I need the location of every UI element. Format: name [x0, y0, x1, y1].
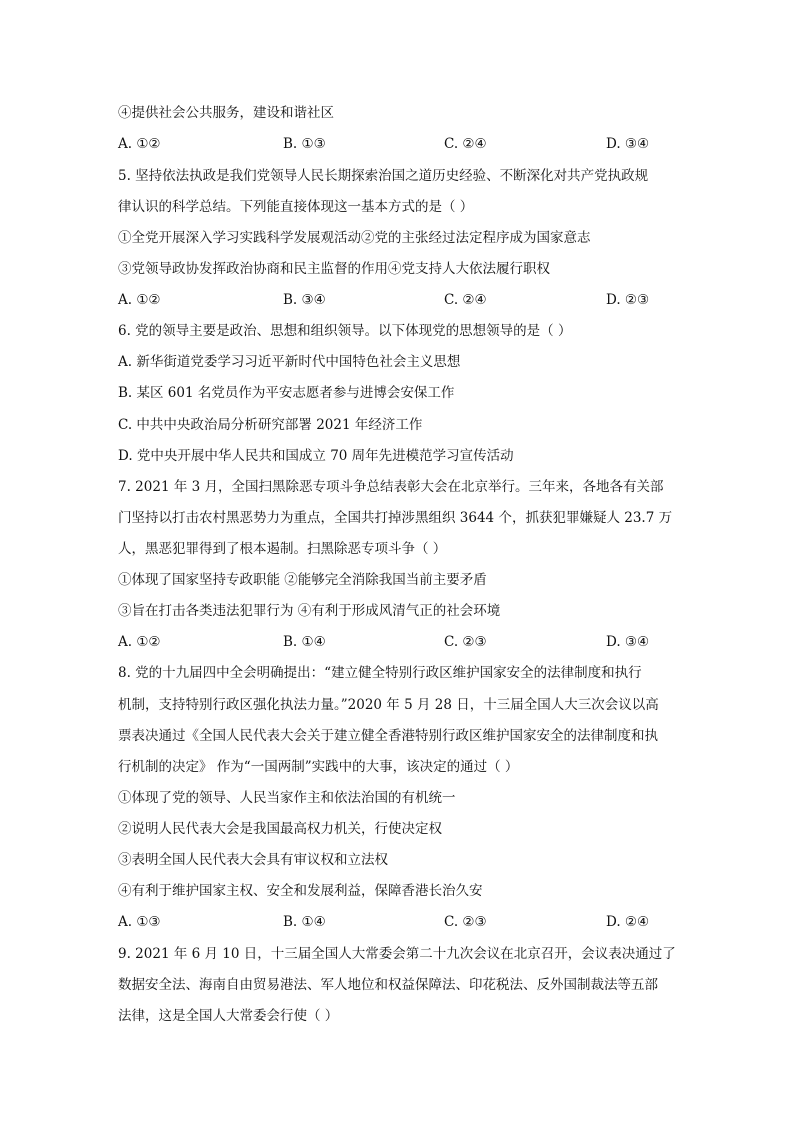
q7-stem-line-3: 人，黑恶犯罪得到了根本遏制。扫黑除恶专项斗争（ ）	[118, 541, 447, 557]
q6-choice-d: D. 党中央开展中华人民共和国成立 70 周年先进模范学习宣传活动	[118, 448, 514, 464]
q4-statement-4: ④提供社会公共服务，建设和谐社区	[118, 105, 334, 121]
q8-statement-1: ①体现了党的领导、人民当家作主和依法治国的有机统一	[118, 790, 456, 806]
q7-stem-line-1: 7. 2021 年 3 月，全国扫黑除恶专项斗争总结表彰大会在北京举行。三年来，各地各有关部	[118, 479, 664, 495]
q5-option-d: D. ②③	[606, 292, 650, 308]
q4-option-c: C. ②④	[444, 136, 487, 152]
q8-statement-4: ④有利于维护国家主权、安全和发展利益，保障香港长治久安	[118, 883, 483, 899]
q7-option-b: B. ①④	[283, 634, 326, 650]
q7-statement-line-1: ①体现了国家坚持专政职能 ②能够完全消除我国当前主要矛盾	[118, 572, 487, 588]
q9-stem-line-3: 法律，这是全国人大常委会行使（ ）	[118, 1008, 339, 1024]
q8-stem-line-3: 票表决通过《全国人民代表大会关于建立健全香港特别行政区维护国家安全的法律制度和执	[118, 728, 658, 744]
q8-statement-3: ③表明全国人民代表大会具有审议权和立法权	[118, 852, 388, 868]
q4-option-b: B. ①③	[283, 136, 326, 152]
q5-option-a: A. ①②	[118, 292, 161, 308]
q6-choice-b: B. 某区 601 名党员作为平安志愿者参与进博会安保工作	[118, 385, 455, 401]
q8-stem-line-4: 行机制的决定》 作为“一国两制”实践中的大事，该决定的通过（ ）	[118, 759, 519, 775]
q4-option-a: A. ①②	[118, 136, 161, 152]
q8-stem-line-1: 8. 党的十九届四中全会明确提出：“建立健全特别行政区维护国家安全的法律制度和执行	[118, 665, 642, 681]
q6-choice-a: A. 新华街道党委学习习近平新时代中国特色社会主义思想	[118, 354, 461, 370]
q9-stem-line-2: 数据安全法、海南自由贸易港法、军人地位和权益保障法、印花税法、反外国制裁法等五部	[118, 977, 658, 993]
q7-stem-line-2: 门坚持以打击农村黑恶势力为重点，全国共打掉涉黑组织 3644 个，抓获犯罪嫌疑人 23.7 万	[118, 510, 673, 526]
q4-option-d: D. ③④	[606, 136, 650, 152]
q5-statement-line-1: ①全党开展深入学习实践科学发展观活动②党的主张经过法定程序成为国家意志	[118, 230, 591, 246]
q8-option-d: D. ②④	[606, 914, 650, 930]
q7-statement-line-2: ③旨在打击各类违法犯罪行为 ④有利于形成风清气正的社会环境	[118, 603, 501, 619]
q7-option-a: A. ①②	[118, 634, 161, 650]
q9-stem-line-1: 9. 2021 年 6 月 10 日，十三届全国人大常委会第二十九次会议在北京召开，会议表决通过了	[118, 946, 676, 962]
q5-option-c: C. ②④	[444, 292, 487, 308]
q7-option-c: C. ②③	[444, 634, 487, 650]
q8-statement-2: ②说明人民代表大会是我国最高权力机关，行使决定权	[118, 821, 442, 837]
q8-stem-line-2: 机制，支持特别行政区强化执法力量。”2020 年 5 月 28 日，十三届全国人大三次会议以高	[118, 697, 659, 713]
q8-option-c: C. ②③	[444, 914, 487, 930]
q6-choice-c: C. 中共中央政治局分析研究部署 2021 年经济工作	[118, 417, 423, 433]
q6-stem: 6. 党的领导主要是政治、思想和组织领导。以下体现党的思想领导的是（ ）	[118, 323, 572, 339]
q5-stem-line-2: 律认识的科学总结。下列能直接体现这一基本方式的是（ ）	[118, 199, 474, 215]
q7-option-d: D. ③④	[606, 634, 650, 650]
q8-option-b: B. ①④	[283, 914, 326, 930]
q5-statement-line-2: ③党领导政协发挥政治协商和民主监督的作用④党支持人大依法履行职权	[118, 261, 550, 277]
q8-option-a: A. ①③	[118, 914, 161, 930]
q5-stem-line-1: 5. 坚持依法执政是我们党领导人民长期探索治国之道历史经验、不断深化对共产党执政规	[118, 168, 649, 184]
q5-option-b: B. ③④	[283, 292, 326, 308]
